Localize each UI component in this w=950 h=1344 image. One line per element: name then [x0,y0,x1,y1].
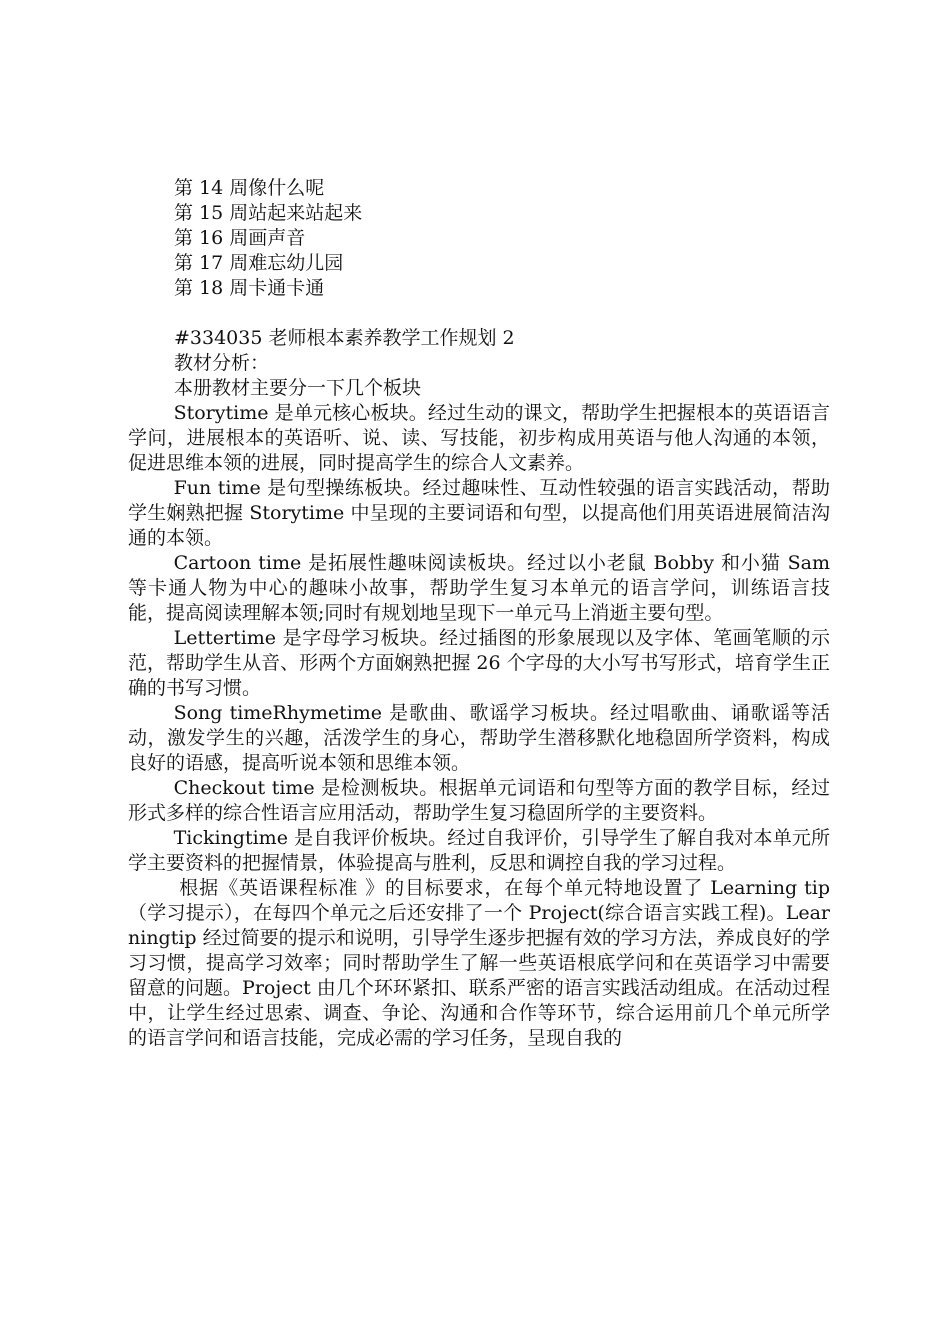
week-item: 第 18 周卡通卡通 [174,277,325,299]
teaching-plan-section [128,326,830,1051]
week-item: 第 15 周站起来站起来 [174,202,363,224]
week-item: 第 14 周像什么呢 [174,177,325,199]
paragraph-tickingtime: Tickingtime 是自我评价板块。经过自我评价，引导学生了解自我对本单元所学主要资料的把握情景，体验提高与胜利，反思和调控自我的学习过程。 [128,827,830,874]
paragraph-lettertime: Lettertime 是字母学习板块。经过插图的形象展现以及字体、笔画笔顺的示范，帮助学生从音、形两个方面娴熟把握 26 个字母的大小写书写形式，培育学生正确的书写习惯。 [128,627,830,699]
section-heading: 教材分析： [174,352,270,374]
intro-line: 本册教材主要分一下几个板块 [174,377,422,399]
paragraph-checkouttime: Checkout time 是检测板块。根据单元词语和句型等方面的教学目标，经过形式多样的综合性语言应用活动，帮助学生复习稳固所学的主要资料。 [128,777,830,824]
paragraph-funtime: Fun time 是句型操练板块。经过趣味性、互动性较强的语言实践活动，帮助学生娴熟把握 Storytime 中呈现的主要词语和句型，以提高他们用英语进展简洁沟通的本领。 [128,477,830,549]
plan-title: #334035 老师根本素养教学工作规划 2 [174,327,515,349]
week-item: 第 16 周画声音 [174,227,306,249]
week-schedule-list [174,176,362,301]
paragraph-songtime: Song timeRhymetime 是歌曲、歌谣学习板块。经过唱歌曲、诵歌谣等活动，激发学生的兴趣，活泼学生的身心，帮助学生潜移默化地稳固所学资料，构成良好的语感，提高听说本领和思维本领。 [128,702,830,774]
paragraph-curriculum: 根据《英语课程标准 》的目标要求，在每个单元特地设置了 Learning tip （学习提示），在每四个单元之后还安排了一个 Project(综合语言实践工程)。Learningtip 经过简要的提示和说明，引导学生逐步把握有效的学习方法，养成良好的学习习惯，提高学习效率；同时帮助学生了解一些英语根底学问和在英语学习中需要留意的问题。Project 由几个环环紧扣、联系严密的语言实践活动组成。在活动过程中，让学生经过思索、调查、争论、沟通和合作等环节，综合运用前几个单元所学的语言学问和语言技能，完成必需的学习任务，呈现自我的 [128,877,830,1049]
paragraph-cartoontime: Cartoon time 是拓展性趣味阅读板块。经过以小老鼠 Bobby 和小猫 Sam 等卡通人物为中心的趣味小故事，帮助学生复习本单元的语言学问，训练语言技能，提高阅读理解本领;同时有规划地呈现下一单元马上消逝主要句型。 [128,552,830,624]
paragraph-storytime: Storytime 是单元核心板块。经过生动的课文，帮助学生把握根本的英语语言学问，进展根本的英语听、说、读、写技能，初步构成用英语与他人沟通的本领，促进思维本领的进展，同时提高学生的综合人文素养。 [128,402,830,474]
week-item: 第 17 周难忘幼儿园 [174,252,344,274]
